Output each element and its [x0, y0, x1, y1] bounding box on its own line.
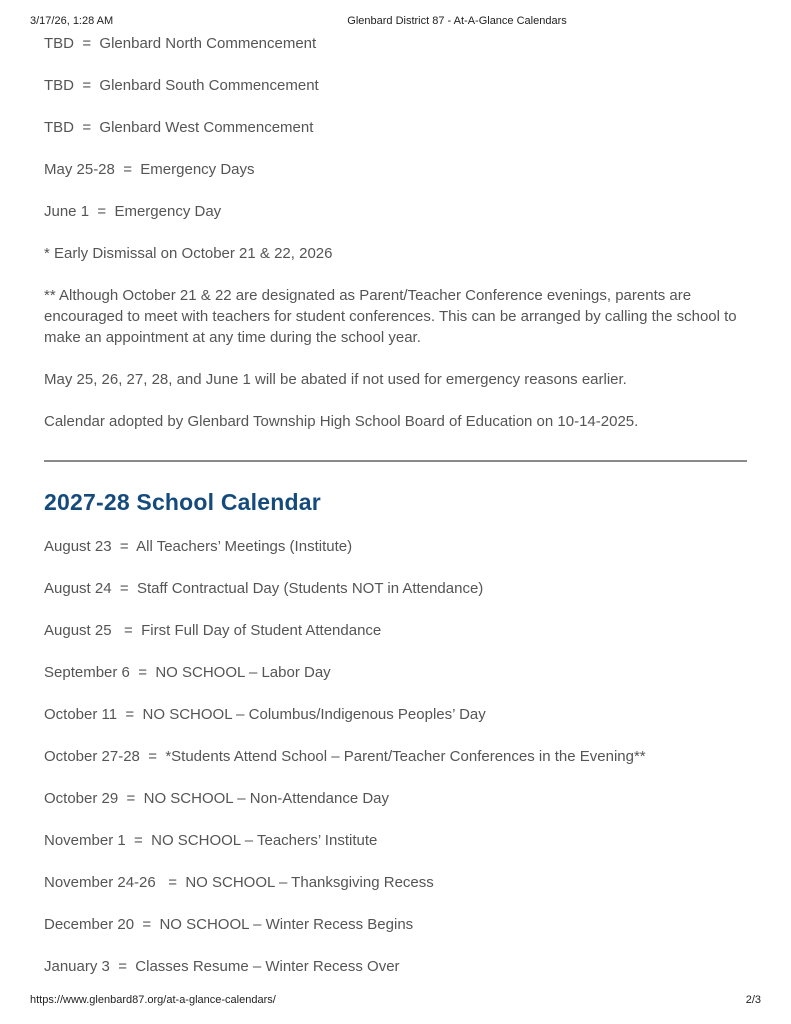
calendar-2026-27-entries [44, 33, 747, 432]
print-footer [0, 994, 791, 1008]
calendar-entry: TBD = Glenbard North Commencement [44, 35, 317, 52]
calendar-2027-28-entries [44, 536, 747, 977]
calendar-entry: TBD = Glenbard West Commencement [44, 119, 314, 136]
calendar-entry: October 27-28 = *Students Attend School – Parent/Teacher Conferences in the Evening** [44, 748, 646, 765]
calendar-entry: May 25-28 = Emergency Days [44, 161, 255, 178]
calendar-entry: December 20 = NO SCHOOL – Winter Recess Begins [44, 916, 414, 933]
calendar-entry: October 29 = NO SCHOOL – Non-Attendance Day [44, 790, 390, 807]
calendar-entry: January 3 = Classes Resume – Winter Recess Over [44, 958, 400, 975]
print-header [0, 15, 791, 29]
calendar-entry: June 1 = Emergency Day [44, 203, 222, 220]
calendar-entry: September 6 = NO SCHOOL – Labor Day [44, 664, 331, 681]
calendar-entry: August 24 = Staff Contractual Day (Students NOT in Attendance) [44, 580, 484, 597]
document-title: Glenbard District 87 - At-A-Glance Calendars [347, 15, 567, 27]
calendar-entry: May 25, 26, 27, 28, and June 1 will be abated if not used for emergency reasons earlier. [44, 371, 627, 388]
footer-page-number: 2/3 [745, 994, 761, 1006]
section-heading-2027-28: 2027-28 School Calendar [44, 489, 321, 515]
page-content [44, 33, 747, 977]
section-divider [44, 460, 747, 462]
calendar-entry: October 11 = NO SCHOOL – Columbus/Indigenous Peoples’ Day [44, 706, 486, 723]
calendar-entry: August 23 = All Teachers’ Meetings (Institute) [44, 538, 353, 555]
calendar-entry: August 25 = First Full Day of Student Attendance [44, 622, 382, 639]
calendar-entry: November 1 = NO SCHOOL – Teachers’ Institute [44, 832, 378, 849]
calendar-entry: ** Although October 21 & 22 are designated as Parent/Teacher Conference evenings, parents are encouraged to meet with teachers for student conferences. This can be arranged by calling the school to make an appointment at any time during the school year. [44, 287, 741, 346]
calendar-entry: TBD = Glenbard South Commencement [44, 77, 319, 94]
print-timestamp: 3/17/26, 1:28 AM [30, 15, 114, 27]
calendar-entry: November 24-26 = NO SCHOOL – Thanksgiving Recess [44, 874, 434, 891]
footer-url: https://www.glenbard87.org/at-a-glance-calendars/ [30, 994, 276, 1006]
calendar-entry: * Early Dismissal on October 21 & 22, 2026 [44, 245, 333, 262]
calendar-entry: Calendar adopted by Glenbard Township High School Board of Education on 10-14-2025. [44, 413, 639, 430]
